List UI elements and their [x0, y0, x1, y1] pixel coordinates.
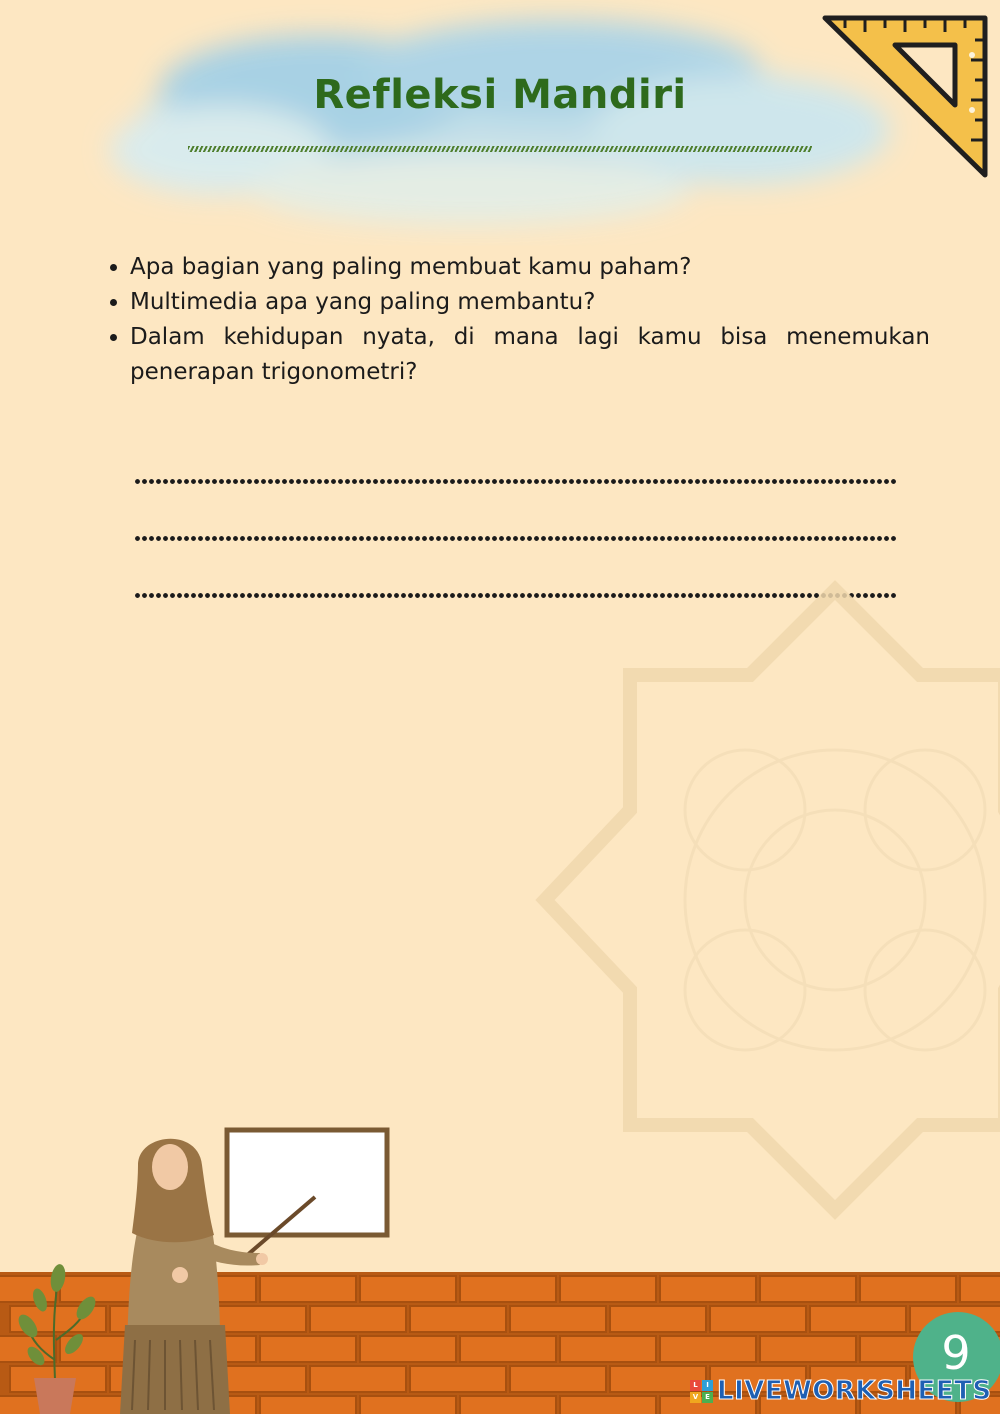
liveworksheets-logo-icon: L I V E — [690, 1380, 713, 1403]
title-underline — [188, 146, 812, 152]
answer-line-1[interactable] — [134, 478, 898, 485]
plant-illustration — [10, 1260, 100, 1414]
reflection-questions — [100, 250, 930, 390]
question-item: • Apa bagian yang paling membuat kamu paham? — [130, 250, 930, 285]
liveworksheets-brand: LIVEWORKSHEETS — [717, 1376, 992, 1406]
question-item: • Dalam kehidupan nyata, di mana lagi kamu bisa menemukan penerapan trigonometri? — [130, 320, 930, 390]
liveworksheets-logo[interactable] — [690, 1374, 992, 1408]
question-item: • Multimedia apa yang paling membantu? — [130, 285, 930, 320]
answer-line-2[interactable] — [134, 535, 898, 542]
page-number: 9 — [941, 1326, 971, 1380]
set-square-icon — [820, 10, 995, 185]
page-title: Refleksi Mandiri — [313, 72, 687, 118]
star-ornament — [535, 580, 1000, 1220]
teacher-illustration — [110, 1125, 410, 1414]
